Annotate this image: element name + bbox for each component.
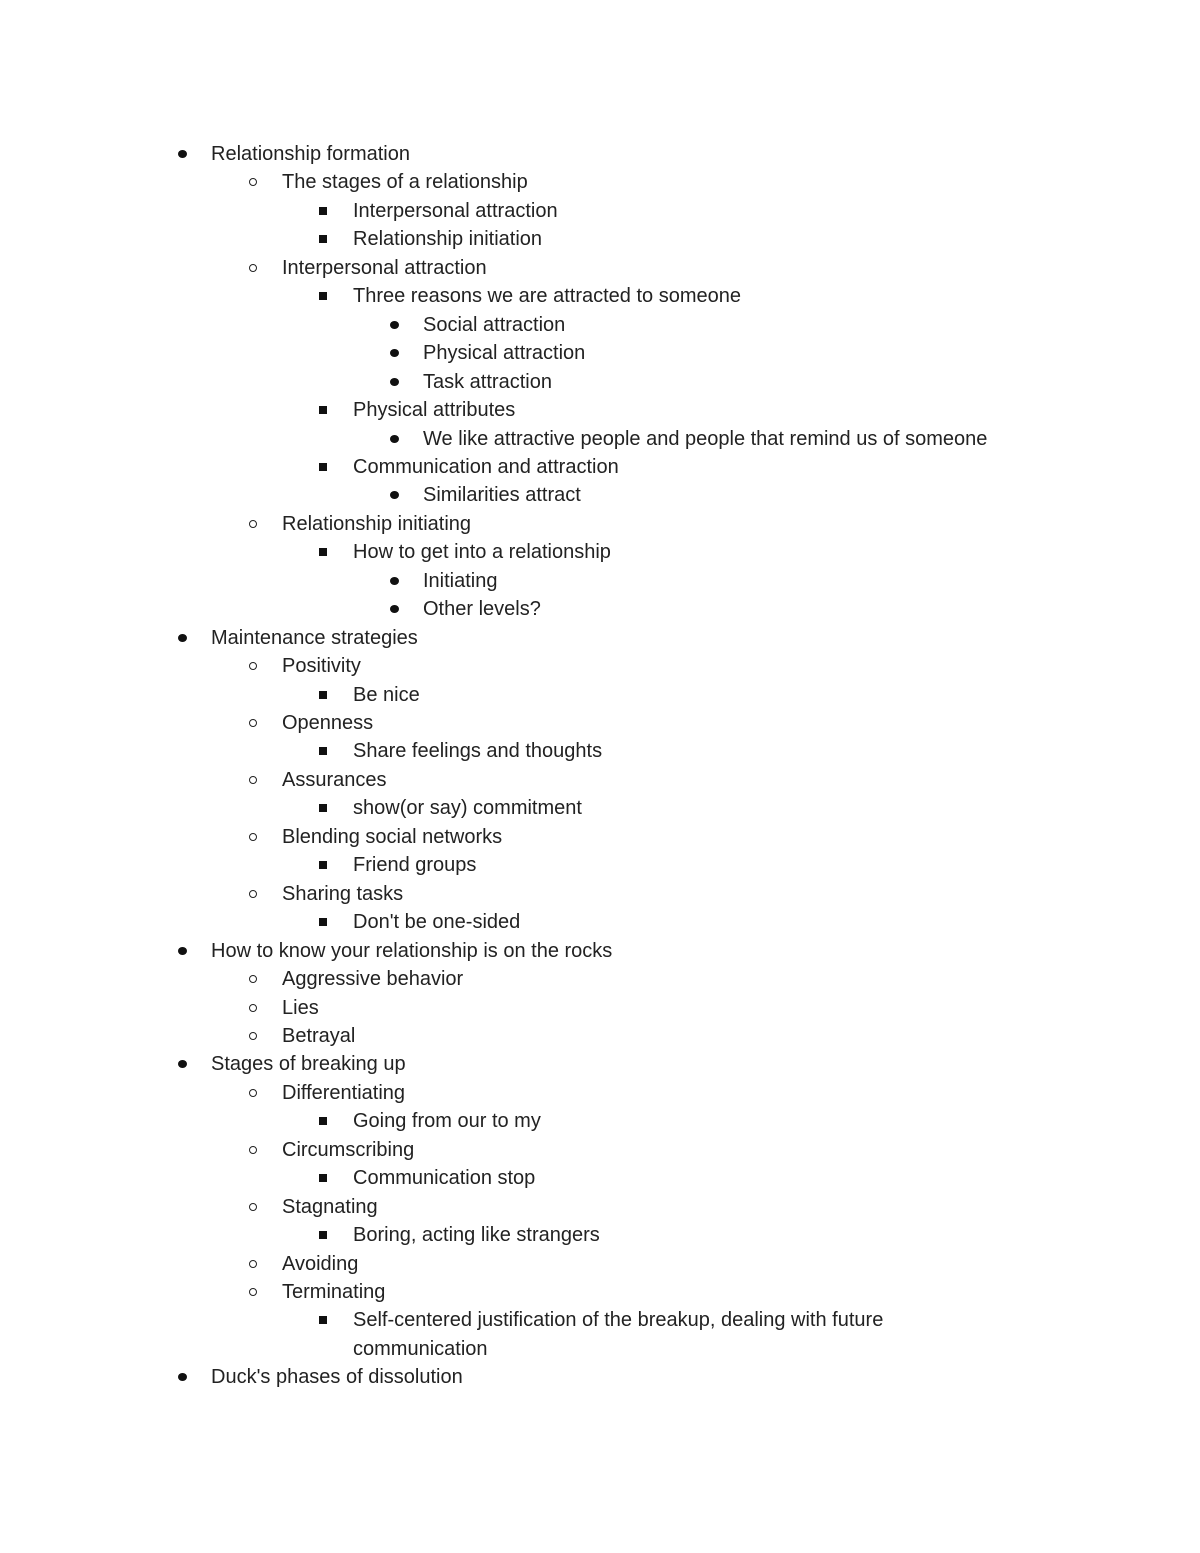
outline-item-level-1	[0, 965, 1200, 993]
square-bullet-icon	[319, 851, 347, 879]
outline-item-text: We like attractive people and people that remind us of someone	[423, 427, 988, 450]
hollow-bullet-icon	[249, 168, 277, 196]
filled-bullet-icon	[390, 567, 418, 595]
outline-item-text: Be nice	[353, 683, 420, 706]
filled-bullet-icon	[390, 311, 418, 339]
filled-bullet-icon	[178, 1363, 206, 1391]
outline-item-text: Stages of breaking up	[211, 1053, 406, 1076]
outline-item-level-1	[0, 994, 1200, 1022]
outline-item-level-1	[0, 1193, 1200, 1221]
outline-item-level-1	[0, 880, 1200, 908]
square-bullet-icon	[319, 538, 347, 566]
square-bullet-icon	[319, 225, 347, 253]
hollow-bullet-icon	[249, 1079, 277, 1107]
hollow-bullet-icon	[249, 254, 277, 282]
outline-item-level-2	[0, 1306, 1200, 1360]
hollow-bullet-icon	[249, 1022, 277, 1050]
outline-item-text: Communication and attraction	[353, 455, 619, 478]
square-bullet-icon	[319, 396, 347, 424]
outline-item-text: Boring, acting like strangers	[353, 1224, 600, 1247]
outline-item-level-3	[0, 595, 1200, 623]
outline-item-text: Blending social networks	[282, 825, 503, 848]
outline-item-level-1	[0, 823, 1200, 851]
outline-item-level-3	[0, 368, 1200, 396]
filled-bullet-icon	[178, 937, 206, 965]
outline-item-level-3	[0, 311, 1200, 339]
outline-item-text: How to know your relationship is on the rocks	[211, 939, 613, 962]
outline-item-text: Assurances	[282, 768, 387, 791]
outline-item-level-0	[0, 140, 1200, 168]
outline-item-text: Social attraction	[423, 313, 566, 336]
hollow-bullet-icon	[249, 709, 277, 737]
outline-item-text: Share feelings and thoughts	[353, 740, 603, 763]
outline-item-text: Betrayal	[282, 1024, 356, 1047]
outline-item-level-3	[0, 567, 1200, 595]
outline-item-level-0	[0, 624, 1200, 652]
hollow-bullet-icon	[249, 766, 277, 794]
square-bullet-icon	[319, 737, 347, 765]
outline-item-level-2	[0, 1164, 1200, 1192]
outline-item-text: Interpersonal attraction	[282, 256, 487, 279]
outline-item-level-1	[0, 254, 1200, 282]
outline-item-text: show(or say) commitment	[353, 797, 582, 820]
filled-bullet-icon	[390, 339, 418, 367]
outline-item-text: Positivity	[282, 655, 361, 678]
outline-item-text: Self-centered justification of the breakup, dealing with future communication	[353, 1309, 884, 1360]
hollow-bullet-icon	[249, 510, 277, 538]
square-bullet-icon	[319, 197, 347, 225]
square-bullet-icon	[319, 1306, 347, 1334]
filled-bullet-icon	[178, 1050, 206, 1078]
square-bullet-icon	[319, 794, 347, 822]
hollow-bullet-icon	[249, 1278, 277, 1306]
outline-item-text: Maintenance strategies	[211, 626, 418, 649]
filled-bullet-icon	[178, 140, 206, 168]
outline-item-level-2	[0, 794, 1200, 822]
outline-item-text: Sharing tasks	[282, 882, 404, 905]
outline-item-text: Circumscribing	[282, 1138, 415, 1161]
outline-item-text: Interpersonal attraction	[353, 199, 558, 222]
outline-item-level-1	[0, 1022, 1200, 1050]
outline-item-text: Don't be one-sided	[353, 911, 521, 934]
filled-bullet-icon	[178, 624, 206, 652]
outline-item-level-2	[0, 681, 1200, 709]
outline-item-level-3	[0, 425, 1200, 453]
square-bullet-icon	[319, 1164, 347, 1192]
outline-item-text: Similarities attract	[423, 484, 581, 507]
hollow-bullet-icon	[249, 652, 277, 680]
outline-item-level-2	[0, 851, 1200, 879]
filled-bullet-icon	[390, 368, 418, 396]
outline-item-text: How to get into a relationship	[353, 541, 611, 564]
square-bullet-icon	[319, 1221, 347, 1249]
outline-item-text: Other levels?	[423, 598, 541, 621]
outline-item-level-2	[0, 282, 1200, 310]
outline-item-level-2	[0, 1221, 1200, 1249]
outline-item-text: Physical attraction	[423, 342, 586, 365]
outline-item-level-2	[0, 396, 1200, 424]
outline-item-text: Initiating	[423, 569, 498, 592]
outline-item-text: Task attraction	[423, 370, 552, 393]
outline-item-level-2	[0, 1107, 1200, 1135]
outline-item-text: Openness	[282, 712, 374, 734]
outline-item-level-3	[0, 481, 1200, 509]
hollow-bullet-icon	[249, 1250, 277, 1278]
outline-item-text: Physical attributes	[353, 399, 516, 422]
outline-item-text: Three reasons we are attracted to someone	[353, 285, 741, 308]
square-bullet-icon	[319, 282, 347, 310]
outline-item-level-2	[0, 538, 1200, 566]
outline-item-text: Differentiating	[282, 1081, 406, 1104]
outline-item-level-1	[0, 510, 1200, 538]
outline-item-text: Relationship formation	[211, 143, 410, 165]
outline-item-text: Terminating	[282, 1281, 386, 1303]
outline-item-text: Friend groups	[353, 854, 477, 877]
outline-item-level-1	[0, 766, 1200, 794]
outline-item-level-2	[0, 453, 1200, 481]
outline-item-level-1	[0, 709, 1200, 737]
hollow-bullet-icon	[249, 994, 277, 1022]
outline-item-level-2	[0, 908, 1200, 936]
outline-item-level-1	[0, 1278, 1200, 1306]
filled-bullet-icon	[390, 481, 418, 509]
outline-item-text: Lies	[282, 996, 319, 1019]
filled-bullet-icon	[390, 595, 418, 623]
outline-item-level-3	[0, 339, 1200, 367]
outline-item-text: Stagnating	[282, 1195, 378, 1218]
outline-item-level-1	[0, 1250, 1200, 1278]
hollow-bullet-icon	[249, 965, 277, 993]
outline-item-text: Duck's phases of dissolution	[211, 1366, 463, 1389]
square-bullet-icon	[319, 453, 347, 481]
filled-bullet-icon	[390, 425, 418, 453]
outline-item-text: Relationship initiation	[353, 228, 543, 251]
outline-item-text: Relationship initiating	[282, 512, 472, 535]
hollow-bullet-icon	[249, 823, 277, 851]
outline-item-text: Avoiding	[282, 1252, 359, 1275]
outline-item-text: Communication stop	[353, 1167, 536, 1190]
outline-item-level-0	[0, 1363, 1200, 1391]
outline-item-level-1	[0, 1136, 1200, 1164]
outline-item-text: The stages of a relationship	[282, 171, 528, 194]
outline-item-level-1	[0, 1079, 1200, 1107]
square-bullet-icon	[319, 1107, 347, 1135]
outline-item-text: Going from our to my	[353, 1110, 541, 1133]
outline-item-level-2	[0, 197, 1200, 225]
outline-item-text: Aggressive behavior	[282, 968, 464, 991]
outline-item-level-1	[0, 652, 1200, 680]
outline-item-level-2	[0, 225, 1200, 253]
square-bullet-icon	[319, 908, 347, 936]
outline-item-level-1	[0, 168, 1200, 196]
hollow-bullet-icon	[249, 880, 277, 908]
outline-item-level-0	[0, 937, 1200, 965]
outline-item-level-0	[0, 1050, 1200, 1078]
hollow-bullet-icon	[249, 1193, 277, 1221]
square-bullet-icon	[319, 681, 347, 709]
hollow-bullet-icon	[249, 1136, 277, 1164]
outline-item-level-2	[0, 737, 1200, 765]
